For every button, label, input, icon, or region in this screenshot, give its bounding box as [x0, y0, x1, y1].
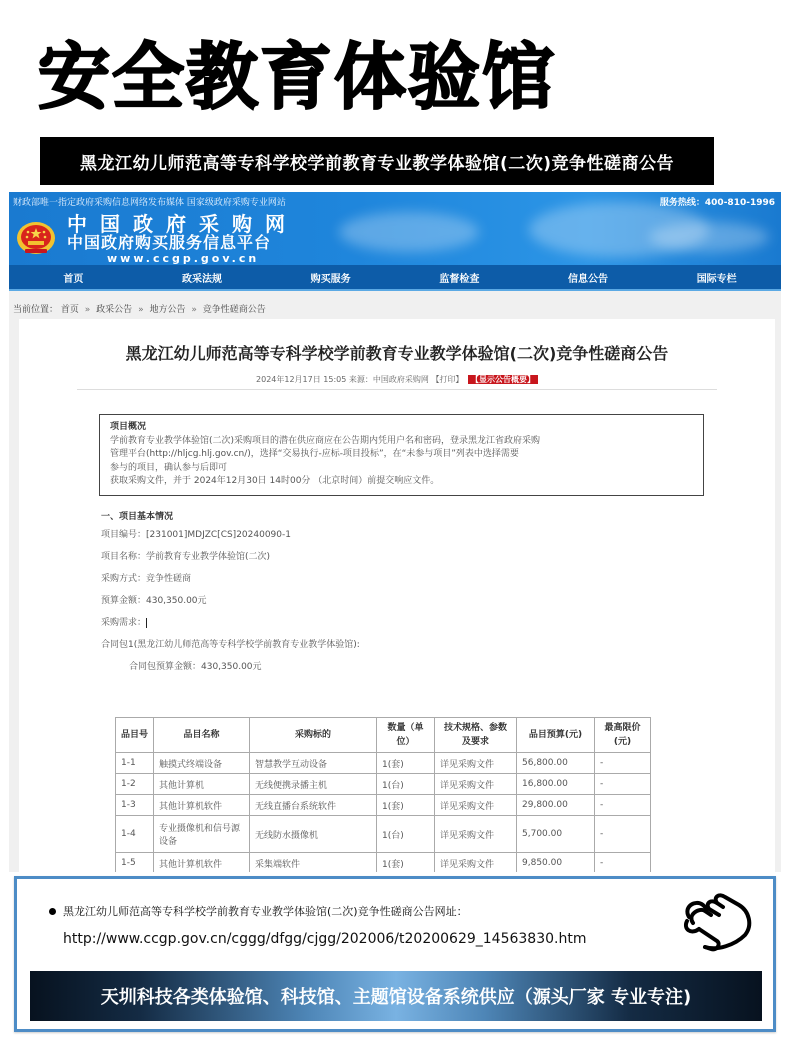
- cell: 1(套): [377, 853, 435, 873]
- ccgp-site-screenshot: [9, 192, 781, 872]
- requirement-label: 采购需求：: [101, 618, 147, 628]
- cell: -: [595, 795, 651, 816]
- col-quantity: 数量（单位）: [377, 718, 435, 753]
- logo-subtitle: 中国政府购买服务信息平台: [67, 233, 272, 252]
- nav-item-regulations[interactable]: 政采法规: [182, 273, 222, 285]
- cell: 详见采购文件: [435, 774, 517, 795]
- cell: 29,800.00: [517, 795, 595, 816]
- site-logo[interactable]: [67, 214, 298, 265]
- cell: 其他计算机软件: [154, 853, 250, 873]
- cell: 1(套): [377, 795, 435, 816]
- cell: 1-5: [116, 853, 154, 873]
- cell: 其他计算机: [154, 774, 250, 795]
- procurement-requirement: [101, 616, 701, 638]
- cell: 详见采购文件: [435, 795, 517, 816]
- logo-url: www.ccgp.gov.cn: [107, 252, 260, 265]
- breadcrumb-local[interactable]: 地方公告: [149, 305, 186, 315]
- cell: 采集端软件: [250, 853, 377, 873]
- overview-title: 项目概况: [110, 422, 147, 432]
- site-topline: [9, 192, 781, 210]
- col-budget: 品目预算(元): [517, 718, 595, 753]
- breadcrumb: [13, 302, 266, 315]
- overview-line: 学前教育专业教学体验馆(二次)采购项目的潜在供应商应在公告期内凭用户名和密码，登录黑龙江省政府采购: [110, 435, 541, 446]
- breadcrumb-current[interactable]: 竞争性磋商公告: [202, 305, 266, 315]
- publish-datetime: 2024年12月17日 15:05: [256, 375, 347, 384]
- items-table: [115, 717, 651, 872]
- project-number: 项目编号：[231001]MDJZC[CS]20240090-1: [101, 530, 291, 540]
- overview-line: 参与的项目，确认参与后即可: [110, 462, 228, 473]
- print-link[interactable]: 【打印】: [431, 375, 464, 384]
- hero-banner: 黑龙江幼儿师范高等专科学校学前教育专业教学体验馆(二次)竞争性磋商公告: [40, 137, 714, 185]
- table-row: [116, 816, 651, 853]
- table-row: [116, 774, 651, 795]
- site-nav: [9, 265, 781, 291]
- national-emblem-icon: [15, 218, 57, 256]
- col-item-name: 品目名称: [154, 718, 250, 753]
- article: [19, 319, 775, 872]
- source: 来源：中国政府采购网: [348, 375, 429, 384]
- cell: -: [595, 753, 651, 774]
- overview-line: 管理平台(http://hljcg.hlj.gov.cn/)，选择“交易执行-应标-项目投标”，在“未参与项目”列表中选择需要: [110, 449, 519, 459]
- divider: [77, 389, 717, 390]
- cell: 1(台): [377, 774, 435, 795]
- lot-budget: 合同包预算金额：430,350.00元: [129, 662, 262, 672]
- cell: 详见采购文件: [435, 816, 517, 853]
- col-item-no: 品目号: [116, 718, 154, 753]
- procurement-method: 采购方式：竞争性磋商: [101, 574, 192, 584]
- basic-info: [101, 509, 701, 682]
- cell: 9,850.00: [517, 853, 595, 873]
- project-name: 项目名称：学前教育专业教学体验馆(二次): [101, 552, 271, 562]
- cell: 无线防水摄像机: [250, 816, 377, 853]
- article-title: 黑龙江幼儿师范高等专科学校学前教育专业教学体验馆(二次)竞争性磋商公告: [125, 344, 669, 363]
- nav-item-purchase-services[interactable]: 购买服务: [310, 273, 351, 285]
- breadcrumb-label: 当前位置：: [13, 305, 59, 315]
- nav-item-home[interactable]: 首页: [63, 273, 84, 285]
- logo-title: 中国政府采购网: [67, 212, 298, 236]
- promo-banner: 天圳科技各类体验馆、科技馆、主题馆设备系统供应（源头厂家 专业专注): [30, 971, 762, 1021]
- cell: 1-3: [116, 795, 154, 816]
- col-max-price: 最高限价(元): [595, 718, 651, 753]
- cell: 触摸式终端设备: [154, 753, 250, 774]
- announcement-url-label: 黑龙江幼儿师范高等专科学校学前教育专业教学体验馆(二次)竞争性磋商公告网址：: [63, 905, 468, 918]
- cell: 1(套): [377, 753, 435, 774]
- project-overview-box: [99, 414, 704, 496]
- cell: -: [595, 853, 651, 873]
- nav-item-announcements[interactable]: 信息公告: [568, 273, 609, 285]
- cell: 1(台): [377, 816, 435, 853]
- budget-amount: 预算金额：430,350.00元: [101, 596, 207, 606]
- table-row: [116, 753, 651, 774]
- info-box: [14, 876, 776, 1032]
- nav-item-supervision[interactable]: 监督检查: [439, 273, 480, 285]
- table-row: [116, 853, 651, 873]
- breadcrumb-separator: »: [138, 305, 144, 315]
- site-tagline: 财政部唯一指定政府采购信息网络发布媒体 国家级政府采购专业网站: [13, 197, 286, 208]
- contract-lot: 合同包1(黑龙江幼儿师范高等专科学校学前教育专业教学体验馆):: [101, 640, 360, 650]
- cell: 1-1: [116, 753, 154, 774]
- table-row: [116, 795, 651, 816]
- cell: 详见采购文件: [435, 853, 517, 873]
- article-meta: [19, 374, 775, 385]
- hotline: 服务热线：400-810-1996: [659, 197, 775, 208]
- table-header-row: [116, 718, 651, 753]
- announcement-url-link[interactable]: http://www.ccgp.gov.cn/cggg/dfgg/cjgg/202006/t20200629_14563830.htm: [63, 931, 587, 947]
- nav-item-international[interactable]: 国际专栏: [696, 273, 737, 285]
- breadcrumb-separator: »: [84, 305, 91, 315]
- section-title: 一、项目基本情况: [101, 512, 174, 522]
- cell: 智慧教学互动设备: [250, 753, 377, 774]
- breadcrumb-home[interactable]: 首页: [60, 305, 79, 315]
- pointing-hand-icon: [677, 889, 757, 955]
- col-subject: 采购标的: [250, 718, 377, 753]
- cell: 5,700.00: [517, 816, 595, 853]
- hero-title: 安全教育体验馆: [38, 35, 557, 119]
- cell: 其他计算机软件: [154, 795, 250, 816]
- cell: 详见采购文件: [435, 753, 517, 774]
- breadcrumb-gov-procurement[interactable]: 政采公告: [96, 305, 133, 315]
- col-spec: 技术规格、参数及要求: [435, 718, 517, 753]
- site-header: [9, 192, 781, 265]
- breadcrumb-separator: »: [191, 305, 197, 315]
- overview-line: 获取采购文件，并于 2024年12月30日 14时00分 （北京时间）前提交响应文件。: [110, 476, 440, 486]
- text-cursor: [146, 618, 147, 628]
- cell: 专业摄像机和信号源设备: [154, 816, 250, 853]
- cell: 16,800.00: [517, 774, 595, 795]
- cell: 1-2: [116, 774, 154, 795]
- cell: -: [595, 774, 651, 795]
- bullet-icon: [49, 908, 56, 915]
- cell: 无线便携录播主机: [250, 774, 377, 795]
- cell: 无线直播台系统软件: [250, 795, 377, 816]
- cell: 1-4: [116, 816, 154, 853]
- cell: 56,800.00: [517, 753, 595, 774]
- cell: -: [595, 816, 651, 853]
- show-summary-button[interactable]: 【显示公告概要】: [468, 375, 538, 384]
